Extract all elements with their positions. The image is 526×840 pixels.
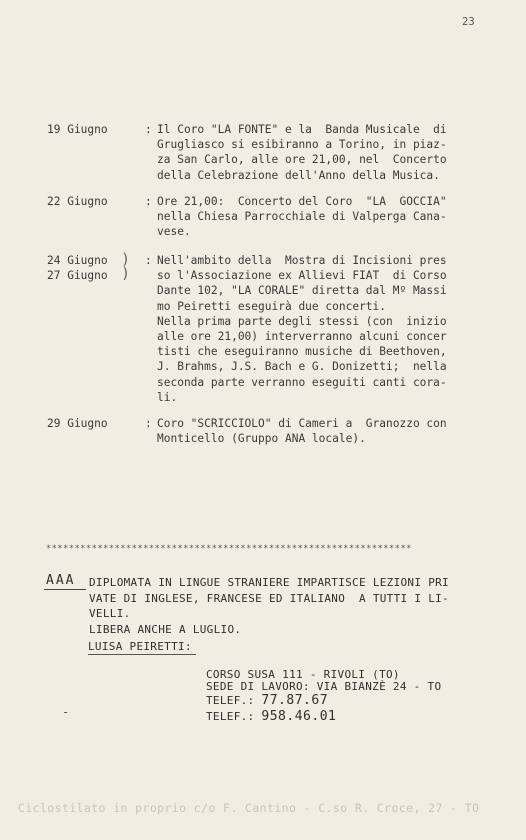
contact-phone-row [206,710,400,724]
ad-line: DIPLOMATA IN LINGUE STRANIERE IMPARTISCE LEZIONI PRI [89,576,449,589]
work-phone-label: TELEF.: [206,694,255,707]
stray-mark: - [62,705,70,719]
description-line: Monticello (Gruppo ANA locale). [157,432,366,446]
ad-label: AAA [46,573,76,588]
event-date [47,194,143,209]
description-line: alle ore 21,00) interverranno alcuni concer [157,330,447,344]
description-line: seconda parte verranno eseguiti canti cora- [157,375,447,389]
event-entry [47,250,487,407]
description-line: so l'Associazione ex Allievi FIAT di Corso [157,269,447,283]
description-line: Grugliasco si esibiranno a Torino, in piaz- [157,138,447,152]
footer-printer-credit: Ciclostilato in proprio c/o F. Cantino - C.so R. Croce, 27 - TO [18,801,480,815]
ad-line: VELLI. [89,607,131,620]
event-entry [47,122,487,184]
page-number: 23 [462,16,475,28]
contact-name-underline [88,654,196,655]
event-date-line: 29 Giugno [47,417,108,430]
description-line: Dante 102, "LA CORALE" diretta dal Mº Massi [157,284,447,298]
work-phone-row [206,694,441,708]
event-entry [47,416,487,448]
event-description [157,253,487,405]
event-date-line: 19 Giugno [47,123,108,136]
event-description [157,122,487,183]
event-date [47,122,143,137]
description-line: vese. [157,225,191,239]
colon-separator: : [145,123,152,136]
ad-line: LIBERA ANCHE A LUGLIO. [89,622,242,636]
description-line: della Celebrazione dell'Anno della Musica. [157,168,440,182]
description-line: li. [157,390,178,404]
work-address: SEDE DI LAVORO: VIA BIANZÈ 24 - TO [206,680,442,693]
ad-body [89,575,449,637]
event-date-line: 24 Giugno [47,254,108,267]
ad-label-underline [44,589,86,590]
event-date-line: 22 Giugno [47,195,108,208]
colon-separator: : [145,195,152,208]
event-description [157,416,487,446]
description-line: mo Peiretti eseguirà due concerti. [157,299,387,313]
asterisk-separator: **************************************************************** [46,544,412,554]
event-date [47,416,143,431]
bracket-glyph: ) [121,250,131,268]
description-line: za San Carlo, alle ore 21,00, nel Concerto [157,153,447,167]
event-entry [47,194,487,242]
contact-address: CORSO SUSA 111 - RIVOLI (TO) [206,668,400,681]
work-contact-block [206,680,441,708]
ad-line: VATE DI INGLESE, FRANCESE ED ITALIANO A TUTTI I LI- [89,591,449,605]
description-line: Nella prima parte degli stessi (con inizio [157,314,447,328]
description-line: Coro "SCRICCIOLO" di Cameri a Granozzo con [157,417,447,430]
work-phone-number: 77.87.67 [261,693,329,708]
description-line: tisti che eseguiranno musiche di Beethoven, [157,345,447,359]
bracket-glyph: ) [121,264,131,282]
description-line: Ore 21,00: Concerto del Coro "LA GOCCIA" [157,195,447,208]
description-line: Il Coro "LA FONTE" e la Banda Musicale di [157,123,447,136]
description-line: Nell'ambito della Mostra di Incisioni pres [157,254,447,267]
description-line: J. Brahms, J.S. Bach e G. Donizetti; nella [157,360,447,374]
event-date-line: 27 Giugno [47,269,108,283]
colon-separator: : [145,254,152,267]
colon-separator: : [145,417,152,430]
phone-label: TELEF.: [206,710,255,723]
phone-number: 958.46.01 [261,709,337,724]
event-description [157,194,487,240]
description-line: nella Chiesa Parrocchiale di Valperga Cana- [157,210,447,224]
contact-name: LUISA PEIRETTI: [88,640,192,653]
